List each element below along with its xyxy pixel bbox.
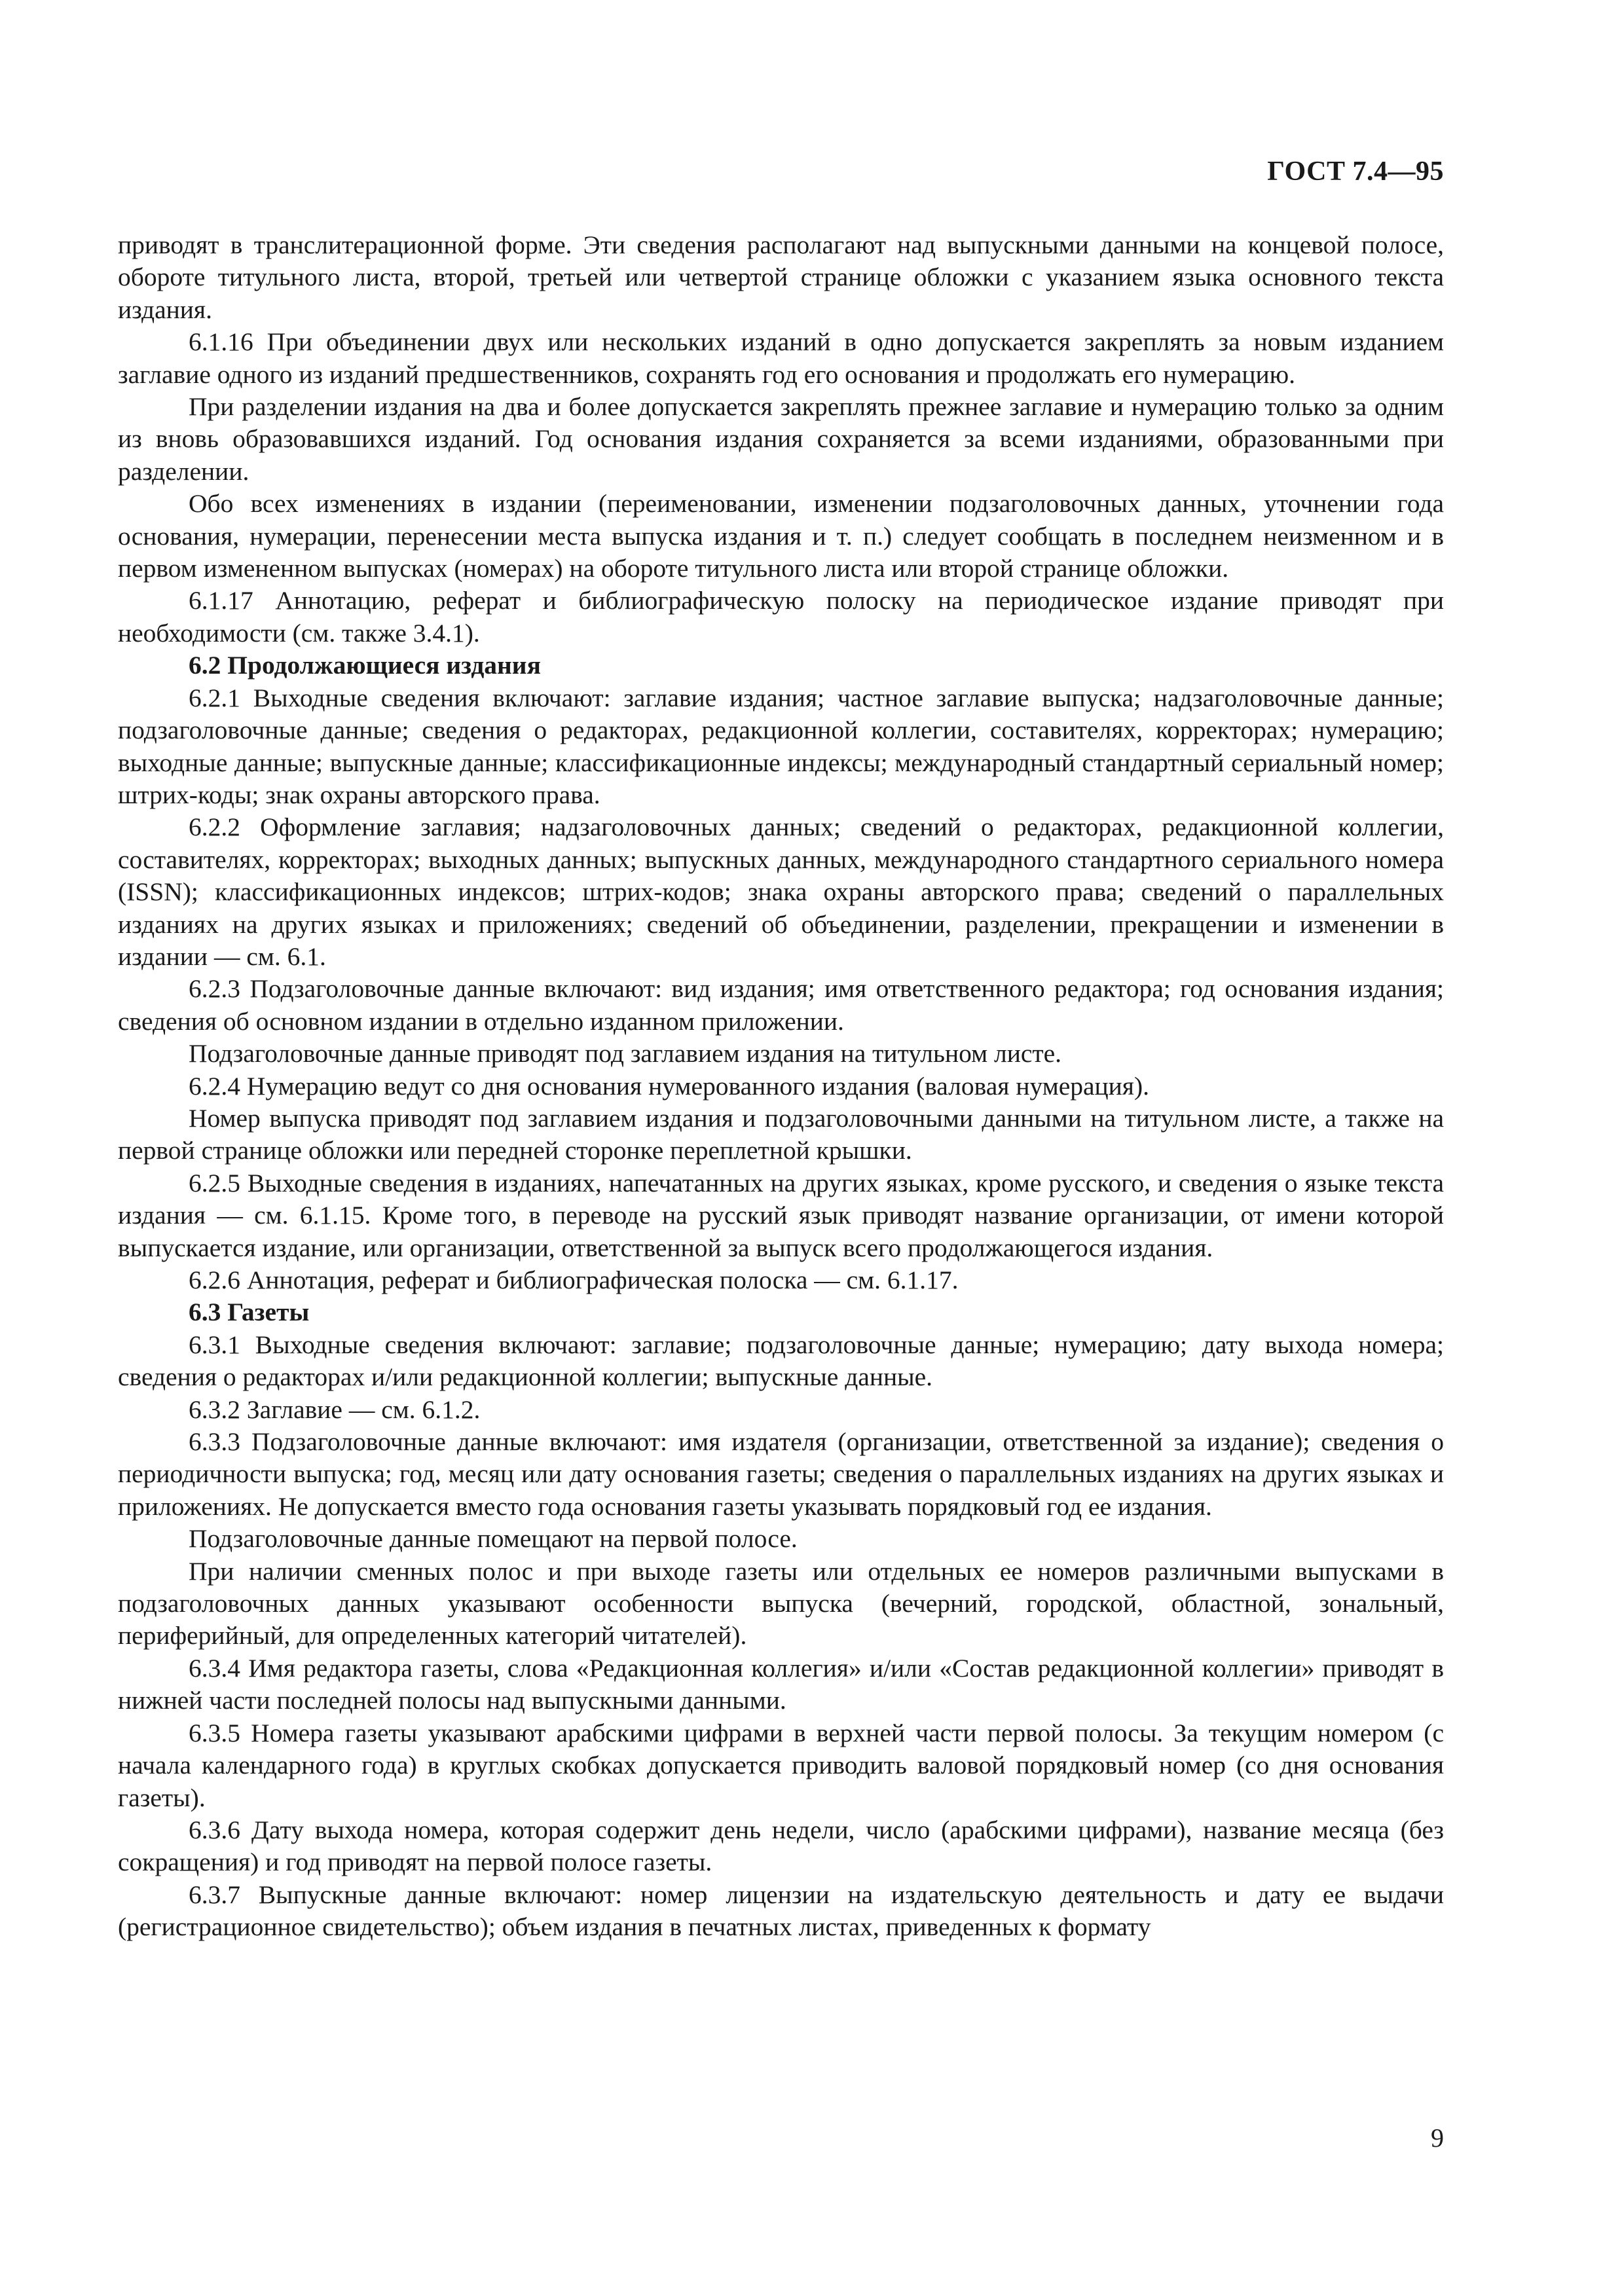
page-number: 9 [1431, 2123, 1444, 2153]
paragraph: 6.3.2 Заглавие — см. 6.1.2. [189, 1394, 481, 1424]
section-heading: 6.3 Газеты [189, 1298, 310, 1327]
paragraph: 6.2.1 Выходные сведения включают: заглавие издания; частное заглавие выпуска; надзаголовочные данные; подзаголовочные данные; сведения о редакторах, редакционной коллегии, составителях, корректорах; нумерацию; выходные данные; выпускные данные; классификационные индексы; международный стандартный сериальный номер; штрих-коды; знак охраны авторского права. [118, 683, 1444, 809]
paragraph: Подзаголовочные данные приводят под заглавием издания на титульном листе. [189, 1039, 1062, 1068]
paragraph: 6.2.4 Нумерацию ведут со дня основания нумерованного издания (валовая нумерация). [189, 1071, 1149, 1101]
paragraph: 6.2.3 Подзаголовочные данные включают: вид издания; имя ответственного редактора; год основания издания; сведения об основном издании в отдельно изданном приложении. [118, 974, 1444, 1036]
paragraph: Обо всех изменениях в издании (переименовании, изменении подзаголовочных данных, уточнении года основания, нумерации, перенесении места выпуска издания и т. п.) следует сообщать в последнем неизменном и в первом измененном выпусках (номерах) на обороте титульного листа или второй странице обложки. [118, 489, 1444, 583]
paragraph: Номер выпуска приводят под заглавием издания и подзаголовочными данными на титульном листе, а также на первой странице обложки или передней сторонке переплетной крышки. [118, 1103, 1444, 1165]
paragraph: 6.3.4 Имя редактора газеты, слова «Редакционная коллегия» и/или «Состав редакционной коллегии» приводят в нижней части последней полосы над выпускными данными. [118, 1653, 1444, 1715]
body-text [118, 229, 1444, 1944]
paragraph: Подзаголовочные данные помещают на первой полосе. [189, 1524, 798, 1554]
paragraph: 6.2.2 Оформление заглавия; надзаголовочных данных; сведений о редакторах, редакционной коллегии, составителях, корректорах; выходных данных; выпускных данных, международного стандартного сериального номера (ISSN); классификационных индексов; штрих-кодов; знака охраны авторского права; сведений о параллельных изданиях на других языках и приложениях; сведений об объединении, разделении, прекращении и изменении в издании — см. 6.1. [118, 812, 1444, 971]
paragraph: 6.2.5 Выходные сведения в изданиях, напечатанных на других языках, кроме русского, и сведения о языке текста издания — см. 6.1.15. Кроме того, в переводе на русский язык приводят название организации, от имени которой выпускается издание, или организации, ответственной за выпуск всего продолжающегося издания. [118, 1168, 1444, 1262]
paragraph: 6.1.16 При объединении двух или нескольких изданий в одно допускается закреплять за новым изданием заглавие одного из изданий предшественников, сохранять год его основания и продолжать его нумерацию. [118, 327, 1444, 389]
paragraph: 6.2.6 Аннотация, реферат и библиографическая полоска — см. 6.1.17. [189, 1266, 959, 1294]
document-code: ГОСТ 7.4—95 [1267, 156, 1444, 187]
paragraph: 6.3.5 Номера газеты указывают арабскими цифрами в верхней части первой полосы. За текущим номером (с начала календарного года) в круглых скобках допускается приводить валовой порядковый номер (со дня основания газеты). [118, 1718, 1444, 1812]
paragraph: 6.3.7 Выпускные данные включают: номер лицензии на издательскую деятельность и дату ее выдачи (регистрационное свидетельство); объем издания в печатных листах, приведенных к формату [118, 1880, 1444, 1942]
paragraph: При разделении издания на два и более допускается закреплять прежнее заглавие и нумерацию только за одним из вновь образовавшихся изданий. Год основания издания сохраняется за всеми изданиями, образованными при разделении. [118, 392, 1444, 486]
paragraph: При наличии сменных полос и при выходе газеты или отдельных ее номеров различными выпусками в подзаголовочных данных указывают особенности выпуска (вечерний, городской, областной, зональный, периферийный, для определенных категорий читателей). [118, 1556, 1444, 1650]
paragraph: 6.3.1 Выходные сведения включают: заглавие; подзаголовочные данные; нумерацию; дату выхода номера; сведения о редакторах и/или редакционной коллегии; выпускные данные. [118, 1330, 1444, 1392]
paragraph: приводят в транслитерационной форме. Эти сведения располагают над выпускными данными на концевой полосе, обороте титульного листа, второй, третьей или четвертой странице обложки с указанием языка основного текста издания. [118, 230, 1444, 324]
paragraph: 6.3.3 Подзаголовочные данные включают: имя издателя (организации, ответственной за издание); сведения о периодичности выпуска; год, месяц или дату основания газеты; сведения о параллельных изданиях на других языках и приложениях. Не допускается вместо года основания газеты указывать порядковый год ее издания. [118, 1427, 1444, 1521]
paragraph: 6.3.6 Дату выхода номера, которая содержит день недели, число (арабскими цифрами), название месяца (без сокращения) и год приводят на первой полосе газеты. [118, 1815, 1444, 1877]
section-heading: 6.2 Продолжающиеся издания [189, 651, 541, 680]
paragraph: 6.1.17 Аннотацию, реферат и библиографическую полоску на периодическое издание приводят при необходимости (см. также 3.4.1). [118, 586, 1444, 647]
